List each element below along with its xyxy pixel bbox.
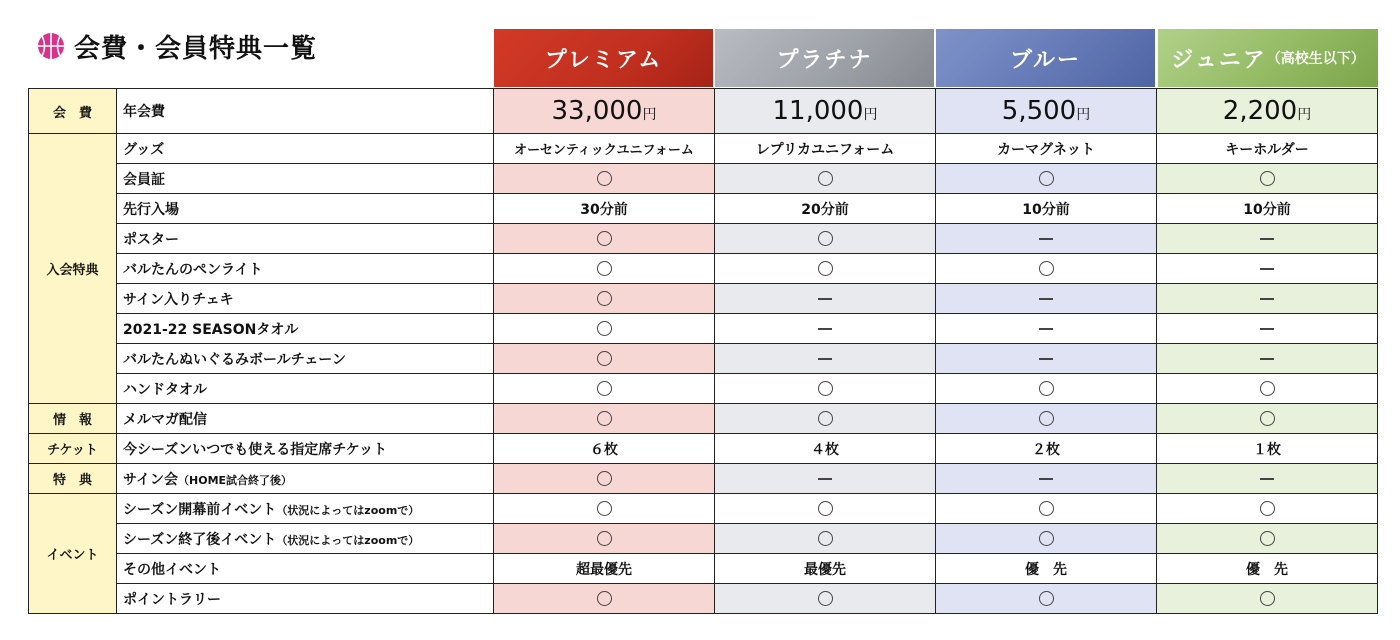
value-cell <box>715 344 936 374</box>
value-cell: 10分前 <box>936 194 1157 224</box>
included-circle-icon <box>1260 501 1275 516</box>
value-cell <box>494 464 715 494</box>
not-included-dash-icon <box>818 328 832 330</box>
value-cell <box>936 164 1157 194</box>
plan-note: （高校生以下） <box>1266 51 1365 67</box>
value-cell <box>715 404 936 434</box>
value-cell <box>715 374 936 404</box>
value-cell: ６枚 <box>494 434 715 464</box>
plan-header-junior <box>1158 29 1378 87</box>
value-cell <box>936 584 1157 614</box>
value-cell <box>936 344 1157 374</box>
row-label: 2021-22 SEASONタオル <box>117 314 494 344</box>
value-cell <box>715 224 936 254</box>
table-row <box>29 194 1378 224</box>
value-cell <box>494 224 715 254</box>
included-circle-icon <box>1039 171 1054 186</box>
not-included-dash-icon <box>1260 478 1274 480</box>
not-included-dash-icon <box>1039 358 1053 360</box>
value-cell <box>936 254 1157 284</box>
value-cell <box>1157 164 1378 194</box>
value-cell <box>715 284 936 314</box>
included-circle-icon <box>597 171 612 186</box>
basketball-icon <box>36 31 66 61</box>
row-label: メルマガ配信 <box>117 404 494 434</box>
row-label: シーズン開幕前イベント（状況によってはzoomで） <box>117 494 494 524</box>
row-label: シーズン終了後イベント（状況によってはzoomで） <box>117 524 494 554</box>
not-included-dash-icon <box>1039 238 1053 240</box>
row-label: バルたんぬいぐるみボールチェーン <box>117 344 494 374</box>
table-row <box>29 404 1378 434</box>
row-label: ポイントラリー <box>117 584 494 614</box>
not-included-dash-icon <box>1039 328 1053 330</box>
value-cell <box>1157 224 1378 254</box>
table-row <box>29 284 1378 314</box>
included-circle-icon <box>597 471 612 486</box>
value-cell <box>715 494 936 524</box>
category-cell: 入会特典 <box>29 134 117 404</box>
value-cell <box>494 164 715 194</box>
plan-header-premium <box>494 29 713 87</box>
table-row <box>29 494 1378 524</box>
row-label: ポスター <box>117 224 494 254</box>
included-circle-icon <box>1260 411 1275 426</box>
row-label: ハンドタオル <box>117 374 494 404</box>
included-circle-icon <box>818 381 833 396</box>
included-circle-icon <box>818 261 833 276</box>
not-included-dash-icon <box>1039 478 1053 480</box>
included-circle-icon <box>597 351 612 366</box>
table-row <box>29 374 1378 404</box>
value-cell: 優 先 <box>1157 554 1378 584</box>
included-circle-icon <box>1260 531 1275 546</box>
value-cell <box>715 254 936 284</box>
value-cell <box>936 374 1157 404</box>
value-cell <box>1157 284 1378 314</box>
value-cell: カーマグネット <box>936 134 1157 164</box>
not-included-dash-icon <box>1260 268 1274 270</box>
included-circle-icon <box>818 411 833 426</box>
fee-cell: 5,500円 <box>936 89 1157 134</box>
plan-name: ジュニア <box>1171 47 1267 73</box>
value-cell <box>494 524 715 554</box>
value-cell <box>1157 314 1378 344</box>
plan-name: ブルー <box>1009 47 1082 73</box>
value-cell <box>936 464 1157 494</box>
included-circle-icon <box>818 171 833 186</box>
included-circle-icon <box>597 381 612 396</box>
table-row <box>29 464 1378 494</box>
row-label: 年会費 <box>117 89 494 134</box>
included-circle-icon <box>1260 171 1275 186</box>
included-circle-icon <box>1039 501 1054 516</box>
fee-row <box>29 89 1378 134</box>
value-cell <box>936 524 1157 554</box>
category-cell: チケット <box>29 434 117 464</box>
plan-name: プラチナ <box>776 47 873 73</box>
included-circle-icon <box>818 531 833 546</box>
value-cell <box>494 284 715 314</box>
included-circle-icon <box>597 411 612 426</box>
category-cell: 特 典 <box>29 464 117 494</box>
table-row <box>29 584 1378 614</box>
included-circle-icon <box>1039 411 1054 426</box>
row-label: サイン会（HOME試合終了後） <box>117 464 494 494</box>
category-cell: 情 報 <box>29 404 117 434</box>
table-row <box>29 314 1378 344</box>
value-cell <box>1157 404 1378 434</box>
value-cell <box>1157 254 1378 284</box>
included-circle-icon <box>818 501 833 516</box>
included-circle-icon <box>597 291 612 306</box>
included-circle-icon <box>1039 591 1054 606</box>
table-row <box>29 134 1378 164</box>
value-cell <box>494 404 715 434</box>
value-cell <box>936 314 1157 344</box>
table-row <box>29 344 1378 374</box>
value-cell <box>1157 374 1378 404</box>
value-cell: オーセンティックユニフォーム <box>494 134 715 164</box>
included-circle-icon <box>818 231 833 246</box>
plan-name: プレミアム <box>544 47 663 73</box>
value-cell <box>494 584 715 614</box>
category-cell: 会 費 <box>29 89 117 134</box>
table-row <box>29 554 1378 584</box>
not-included-dash-icon <box>1039 298 1053 300</box>
value-cell: 20分前 <box>715 194 936 224</box>
value-cell <box>1157 524 1378 554</box>
value-cell <box>715 314 936 344</box>
not-included-dash-icon <box>818 478 832 480</box>
included-circle-icon <box>1260 591 1275 606</box>
value-cell: ２枚 <box>936 434 1157 464</box>
value-cell <box>1157 584 1378 614</box>
value-cell <box>936 224 1157 254</box>
category-cell: イベント <box>29 494 117 614</box>
row-label: 先行入場 <box>117 194 494 224</box>
included-circle-icon <box>1039 381 1054 396</box>
value-cell: キーホルダー <box>1157 134 1378 164</box>
included-circle-icon <box>597 591 612 606</box>
fee-cell: 2,200円 <box>1157 89 1378 134</box>
fee-cell: 11,000円 <box>715 89 936 134</box>
value-cell: 30分前 <box>494 194 715 224</box>
fee-cell: 33,000円 <box>494 89 715 134</box>
included-circle-icon <box>597 531 612 546</box>
value-cell: レプリカユニフォーム <box>715 134 936 164</box>
table-row <box>29 254 1378 284</box>
value-cell: 超最優先 <box>494 554 715 584</box>
included-circle-icon <box>597 321 612 336</box>
included-circle-icon <box>1039 261 1054 276</box>
value-cell <box>1157 344 1378 374</box>
value-cell <box>494 254 715 284</box>
not-included-dash-icon <box>1260 298 1274 300</box>
value-cell <box>494 494 715 524</box>
value-cell: １枚 <box>1157 434 1378 464</box>
value-cell <box>715 164 936 194</box>
table-row <box>29 224 1378 254</box>
value-cell <box>715 464 936 494</box>
value-cell <box>936 284 1157 314</box>
included-circle-icon <box>597 231 612 246</box>
not-included-dash-icon <box>1260 358 1274 360</box>
included-circle-icon <box>818 591 833 606</box>
page-title-text: 会費・会員特典一覧 <box>74 33 318 64</box>
not-included-dash-icon <box>1260 328 1274 330</box>
benefits-table <box>28 88 1378 614</box>
value-cell <box>494 344 715 374</box>
row-label: サイン入りチェキ <box>117 284 494 314</box>
row-label: 会員証 <box>117 164 494 194</box>
not-included-dash-icon <box>1260 238 1274 240</box>
value-cell <box>494 374 715 404</box>
value-cell <box>494 314 715 344</box>
included-circle-icon <box>1260 381 1275 396</box>
value-cell <box>936 494 1157 524</box>
included-circle-icon <box>597 501 612 516</box>
included-circle-icon <box>1039 531 1054 546</box>
table-row <box>29 434 1378 464</box>
value-cell: 10分前 <box>1157 194 1378 224</box>
not-included-dash-icon <box>818 298 832 300</box>
included-circle-icon <box>597 261 612 276</box>
value-cell: 優 先 <box>936 554 1157 584</box>
row-label: その他イベント <box>117 554 494 584</box>
table-row <box>29 164 1378 194</box>
value-cell <box>936 404 1157 434</box>
row-label: 今シーズンいつでも使える指定席チケット <box>117 434 494 464</box>
row-label: グッズ <box>117 134 494 164</box>
not-included-dash-icon <box>818 358 832 360</box>
value-cell <box>1157 494 1378 524</box>
table-row <box>29 524 1378 554</box>
value-cell <box>715 524 936 554</box>
value-cell <box>1157 464 1378 494</box>
value-cell <box>715 584 936 614</box>
value-cell: ４枚 <box>715 434 936 464</box>
value-cell: 最優先 <box>715 554 936 584</box>
row-label: バルたんのペンライト <box>117 254 494 284</box>
plan-header-platinum <box>715 29 934 87</box>
page-title <box>36 26 317 66</box>
plan-header-blue <box>936 29 1155 87</box>
